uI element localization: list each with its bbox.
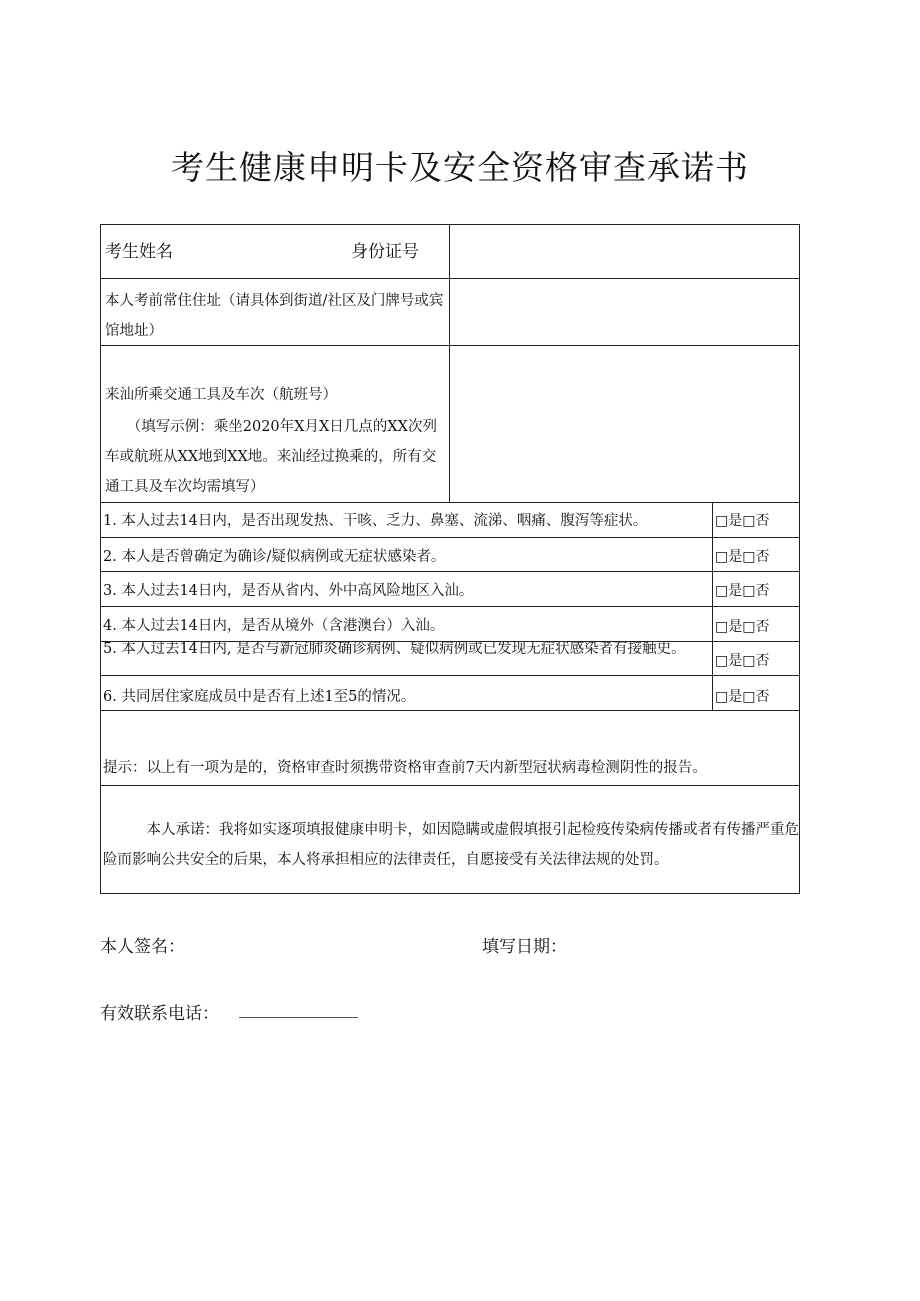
divider	[101, 785, 799, 786]
question-2: 2. 本人是否曾确定为确诊/疑似病例或无症状感染者。	[103, 549, 446, 565]
question-1-choice[interactable]: □是□否	[715, 513, 770, 529]
transport-hint: （填写示例：乘坐2020年X月X日几点的XX次列车或航班从XX地到XX地。来汕经过换乘的，所有交通工具及车次均需填写）	[105, 419, 437, 495]
divider	[101, 710, 799, 711]
question-5-choice[interactable]: □是□否	[715, 653, 770, 669]
id-label: 身份证号	[351, 242, 419, 262]
divider	[101, 641, 799, 642]
signature-field[interactable]	[190, 932, 460, 956]
pledge-text: 本人承诺：我将如实逐项填报健康申明卡，如因隐瞒或虚假填报引起检疫传染病传播或者有传播严重危险而影响公共安全的后果，本人将承担相应的法律责任，自愿接受有关法律法规的处罚。	[103, 822, 799, 868]
document-title: 考生健康申明卡及安全资格审查承诺书	[171, 148, 749, 187]
question-2-choice[interactable]: □是□否	[715, 549, 770, 565]
question-3-choice[interactable]: □是□否	[715, 583, 770, 599]
question-4-choice[interactable]: □是□否	[715, 619, 770, 635]
phone-label: 有效联系电话：	[100, 1004, 219, 1024]
transport-label: 来汕所乘交通工具及车次（航班号）	[105, 387, 337, 403]
notice-text: 提示：以上有一项为是的，资格审查时须携带资格审查前7天内新型冠状病毒检测阴性的报告。	[103, 760, 707, 776]
question-6: 6. 共同居住家庭成员中是否有上述1至5的情况。	[103, 689, 416, 705]
signature-label: 本人签名：	[100, 937, 185, 957]
divider	[101, 278, 799, 279]
question-6-choice[interactable]: □是□否	[715, 689, 770, 705]
question-4: 4. 本人过去14日内，是否从境外（含港澳台）入汕。	[103, 618, 445, 634]
divider	[101, 502, 799, 503]
transport-field[interactable]	[450, 345, 799, 502]
divider	[449, 225, 450, 502]
divider	[101, 537, 799, 538]
question-5: 5. 本人过去14日内, 是否与新冠肺炎确诊病例、疑似病例或已发现无症状感染者有接触史。	[103, 641, 686, 657]
name-label: 考生姓名	[105, 242, 173, 262]
date-label: 填写日期：	[482, 937, 567, 957]
divider	[101, 675, 799, 676]
phone-field[interactable]	[239, 1017, 358, 1018]
date-field[interactable]	[570, 932, 800, 956]
form-table	[100, 224, 800, 894]
id-field[interactable]	[450, 225, 799, 278]
divider	[101, 606, 799, 607]
question-1: 1. 本人过去14日内，是否出现发热、干咳、乏力、鼻塞、流涕、咽痛、腹泻等症状。	[103, 513, 648, 529]
question-3: 3. 本人过去14日内，是否从省内、外中高风险地区入汕。	[103, 583, 474, 599]
address-field[interactable]	[450, 278, 799, 345]
divider	[101, 571, 799, 572]
address-label: 本人考前常住住址（请具体到街道/社区及门牌号或宾馆地址）	[105, 293, 444, 339]
divider	[101, 345, 799, 346]
